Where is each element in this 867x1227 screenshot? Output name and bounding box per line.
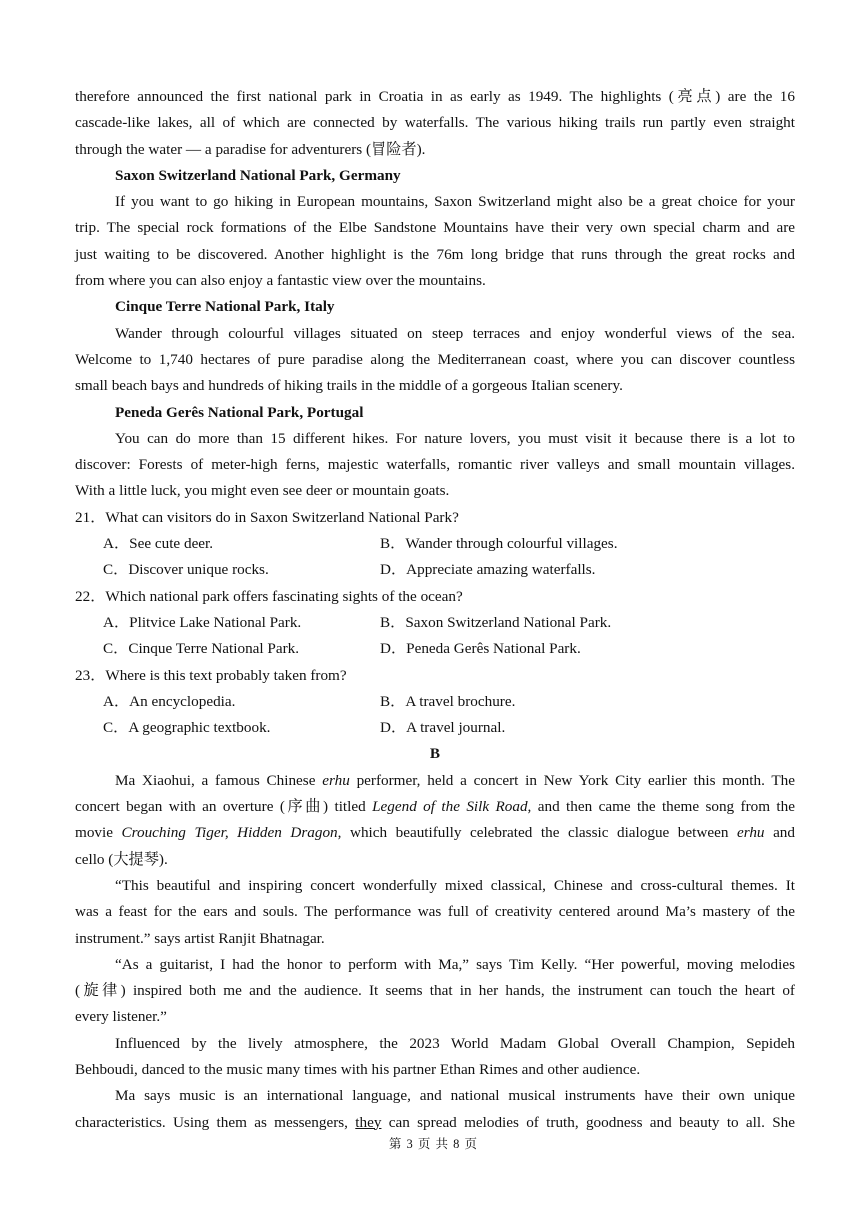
question-stem: 21．What can visitors do in Saxon Switzerland National Park? xyxy=(75,508,459,526)
options-row xyxy=(75,636,795,662)
text-line: You can do more than 15 different hikes. For nature lovers, you must visit it because there is a lot to xyxy=(115,429,795,447)
italic-title: Legend of the Silk Road, xyxy=(372,798,532,816)
question-22 xyxy=(75,584,795,663)
b-paragraph-1 xyxy=(75,768,795,873)
text-line: Ma says music is an international language, and national musical instruments have their own unique xyxy=(115,1087,795,1105)
text-line: through the water — a paradise for adventurers (冒险者). xyxy=(75,140,426,158)
text-line: Welcome to 1,740 hectares of pure paradise along the Mediterranean coast, where you can discover countless xyxy=(75,350,795,368)
text-line: cello (大提琴). xyxy=(75,850,168,868)
text-line xyxy=(75,794,795,820)
option-d: D．A travel journal. xyxy=(380,719,506,737)
cinque-paragraph xyxy=(75,321,795,400)
option-a: A．See cute deer. xyxy=(103,535,214,553)
exam-page xyxy=(75,84,795,1136)
italic-term: erhu xyxy=(322,771,350,789)
options-row xyxy=(75,557,795,583)
question-stem: 22．Which national park offers fascinating sights of the ocean? xyxy=(75,587,463,605)
option-d: D．Appreciate amazing waterfalls. xyxy=(380,561,596,579)
text-run: concert began with an overture (序曲) titled xyxy=(75,798,373,816)
options-row xyxy=(75,689,795,715)
text-line: If you want to go hiking in European mountains, Saxon Switzerland might also be a great choice for your xyxy=(115,193,795,211)
question-stem: 23．Where is this text probably taken from? xyxy=(75,666,347,684)
section-b-title: B xyxy=(429,745,441,763)
question-23 xyxy=(75,663,795,742)
text-line: “As a guitarist, I had the honor to perform with Ma,” says Tim Kelly. “Her powerful, moving melodies xyxy=(115,955,795,973)
text-line: “This beautiful and inspiring concert wonderfully mixed classical, Chinese and cross-cultural themes. It xyxy=(115,876,795,894)
text-run: and then came the theme song from the xyxy=(531,798,795,816)
option-a: A．Plitvice Lake National Park. xyxy=(103,613,302,631)
italic-title: Crouching Tiger, Hidden Dragon xyxy=(121,824,338,842)
text-line: just waiting to be discovered. Another highlight is the 76m long bridge that runs through the great rocks and xyxy=(75,245,795,263)
text-run: can spread melodies of truth, goodness and beauty to all. She xyxy=(381,1113,795,1131)
question-21 xyxy=(75,505,795,584)
text-run: movie xyxy=(75,824,122,842)
saxon-paragraph xyxy=(75,189,795,294)
option-c: C．Cinque Terre National Park. xyxy=(103,640,300,658)
text-line: small beach bays and hundreds of hiking trails in the middle of a gorgeous Italian scenery. xyxy=(75,377,623,395)
text-line xyxy=(75,768,795,794)
option-a: A．An encyclopedia. xyxy=(103,692,236,710)
text-line: With a little luck, you might even see deer or mountain goats. xyxy=(75,482,450,500)
text-run: Ma Xiaohui, a famous Chinese xyxy=(115,771,323,789)
text-line: Behboudi, danced to the music many times with his partner Ethan Rimes and other audience. xyxy=(75,1060,641,1078)
b-paragraph-2 xyxy=(75,873,795,952)
page-footer: 第 3 页 共 8 页 xyxy=(388,1137,479,1151)
text-line: (旋律) inspired both me and the audience. It seems that in her hands, the instrument can touch the heart of xyxy=(75,982,795,1000)
option-c: C．Discover unique rocks. xyxy=(103,561,269,579)
b-paragraph-4 xyxy=(75,1031,795,1084)
text-line xyxy=(75,1110,795,1136)
text-run: and xyxy=(764,824,795,842)
heading-saxon: Saxon Switzerland National Park, Germany xyxy=(115,166,401,184)
underlined-word: they xyxy=(355,1113,382,1131)
text-line: Influenced by the lively atmosphere, the 2023 World Madam Global Overall Champion, Sepideh xyxy=(115,1034,795,1052)
options-row xyxy=(75,531,795,557)
options-row xyxy=(75,610,795,636)
heading-cinque: Cinque Terre National Park, Italy xyxy=(115,298,335,316)
text-line: therefore announced the first national park in Croatia in as early as 1949. The highlights (亮点) are the 16 xyxy=(75,88,795,105)
text-line: Wander through colourful villages situated on steep terraces and enjoy wonderful views of the sea. xyxy=(115,324,795,342)
text-line: instrument.” says artist Ranjit Bhatnagar. xyxy=(75,929,325,947)
option-b: B．Saxon Switzerland National Park. xyxy=(380,613,612,631)
b-paragraph-5 xyxy=(75,1083,795,1136)
option-b: B．Wander through colourful villages. xyxy=(380,535,618,553)
text-run: , which beautifully celebrated the classic dialogue between xyxy=(337,824,737,842)
text-line: every listener.” xyxy=(75,1008,167,1026)
heading-peneda: Peneda Gerês National Park, Portugal xyxy=(115,403,364,421)
option-d: D．Peneda Gerês National Park. xyxy=(380,640,581,658)
text-line: from where you can also enjoy a fantastic view over the mountains. xyxy=(75,272,486,290)
plitvice-paragraph xyxy=(75,84,795,163)
text-line: discover: Forests of meter-high ferns, majestic waterfalls, romantic river valleys and small mountain villages. xyxy=(75,456,795,474)
peneda-paragraph xyxy=(75,426,795,505)
text-line: was a feast for the ears and souls. The performance was full of creativity centered around Ma’s mastery of the xyxy=(75,903,795,921)
option-c: C．A geographic textbook. xyxy=(103,719,271,737)
text-line: trip. The special rock formations of the Elbe Sandstone Mountains have their very own special charm and are xyxy=(75,219,795,237)
b-paragraph-3 xyxy=(75,952,795,1031)
italic-term: erhu xyxy=(736,824,765,842)
text-run: characteristics. Using them as messengers, xyxy=(75,1113,356,1131)
option-b: B．A travel brochure. xyxy=(380,692,516,710)
options-row xyxy=(75,715,795,741)
text-line xyxy=(75,820,795,846)
text-run: performer, held a concert in New York City earlier this month. The xyxy=(349,771,795,789)
text-line: cascade-like lakes, all of which are connected by waterfalls. The various hiking trails run partly even straight xyxy=(75,114,795,132)
